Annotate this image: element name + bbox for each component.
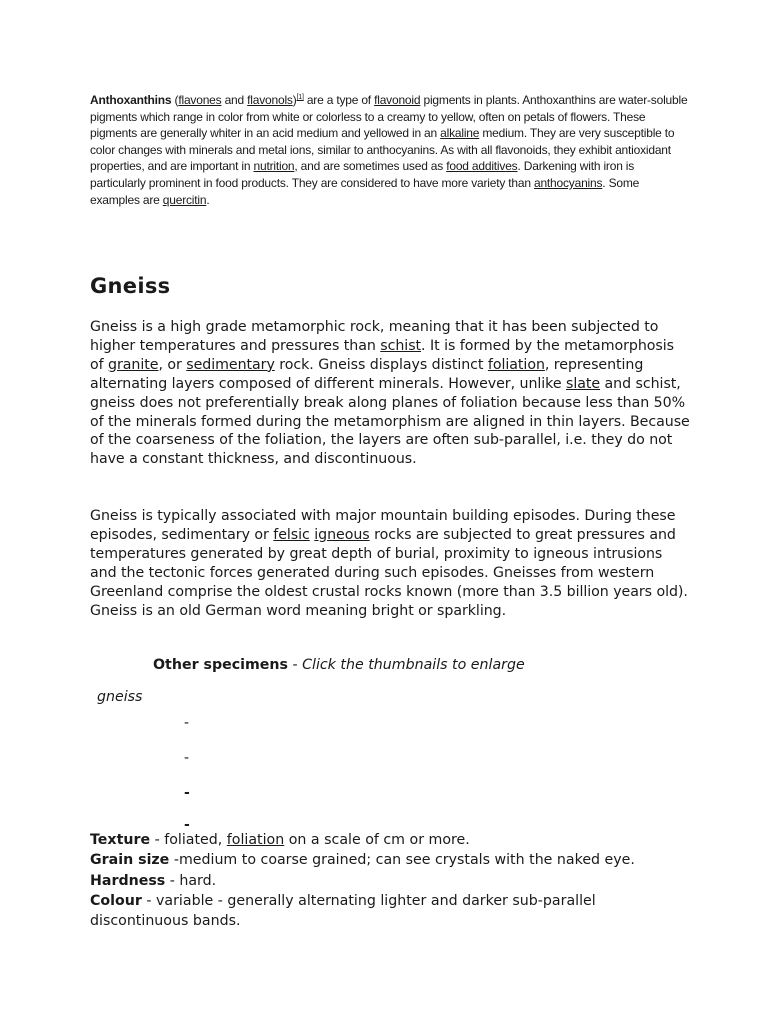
- text-run: ): [292, 93, 297, 107]
- other-specimens-line: [153, 656, 525, 675]
- anthoxanthins-term: Anthoxanthins: [90, 93, 172, 107]
- text-run: (: [171, 93, 179, 107]
- text-run: and schist, gneiss does not preferentially break along planes of foliation because less than 50% of the minerals formed during the metamorphism are aligned in thin layers. Because of the coarseness of the foliation, the layers are often sub-parallel, i.e. they do not have a constant thickness, and discontinuous.: [90, 375, 690, 468]
- texture-row: [90, 830, 690, 850]
- text-run: pigments in plants. Anthoxanthins are water-soluble pigments which range in color from white or colorless to a creamy to yellow, often on petals of flowers. These pigments are generally whiter in an acid medium and yellowed in an: [90, 93, 688, 141]
- specimen-thumbnail-2[interactable]: -: [184, 750, 190, 766]
- link-felsic[interactable]: felsic: [273, 526, 310, 543]
- page-title: Gneiss: [90, 274, 171, 298]
- other-specimens-label: Other specimens: [153, 657, 288, 673]
- link-flavonoid[interactable]: flavonoid: [374, 93, 421, 107]
- colour-row: [90, 891, 690, 932]
- text-run: Gneiss is typically associated with major mountain building episodes. During these episodes, sedimentary or: [90, 508, 676, 543]
- text-run: - foliated,: [150, 832, 227, 848]
- specimen-thumbnail-4[interactable]: -: [184, 817, 190, 833]
- link-slate[interactable]: slate: [565, 375, 601, 392]
- link-flavonols[interactable]: flavonols: [247, 93, 293, 107]
- text-run: rocks are subjected to great pressures and temperatures generated by great depth of burial, proximity to igneous intrusions and the tectonic forces generated during such episodes. Gneisses from western Greenland comprise the oldest crustal rocks known (more than 3.5 billion years old). Gneiss is an old German word meaning bright or sparkling.: [90, 526, 688, 619]
- link-quercitin[interactable]: quercitin: [162, 192, 207, 207]
- link-food-additives[interactable]: food additives: [446, 159, 518, 174]
- text-run: , and are sometimes used as: [294, 159, 447, 174]
- link-alkaline[interactable]: alkaline: [440, 126, 480, 141]
- link-sedimentary[interactable]: sedimentary: [186, 356, 275, 373]
- link-granite[interactable]: granite: [108, 356, 159, 373]
- gneiss-paragraph-1: [90, 318, 690, 469]
- hardness-label: Hardness: [90, 872, 166, 889]
- link-schist[interactable]: schist: [380, 337, 422, 354]
- text-run: . Some examples are: [90, 175, 640, 207]
- rock-properties: [90, 830, 690, 931]
- link-nutrition[interactable]: nutrition: [253, 159, 295, 174]
- anthoxanthins-paragraph: [90, 92, 688, 208]
- text-run: .: [206, 192, 210, 207]
- reference-link[interactable]: [1]: [296, 94, 304, 101]
- gneiss-paragraph-2: [90, 507, 690, 620]
- link-flavones[interactable]: flavones: [178, 93, 222, 107]
- text-run: medium. They are very susceptible to color changes with minerals and metal ions, similar to anthocyanins. As with all flavonoids, they exhibit antioxidant properties, and are important in: [90, 126, 675, 174]
- hardness-value: - hard.: [165, 872, 217, 889]
- link-igneous[interactable]: igneous: [314, 526, 370, 543]
- colour-value: - variable - generally alternating lighter and darker sub-parallel discontinuous bands.: [90, 892, 596, 930]
- specimen-caption: gneiss: [97, 689, 143, 705]
- grain-size-value: -medium to coarse grained; can see crystals with the naked eye.: [169, 852, 635, 869]
- texture-label: Texture: [90, 832, 151, 848]
- grain-size-row: [90, 850, 690, 870]
- text-run: rock. Gneiss displays distinct: [274, 356, 488, 373]
- hardness-row: [90, 871, 690, 891]
- link-foliation[interactable]: foliation: [487, 356, 545, 373]
- specimen-thumbnail-3[interactable]: -: [184, 785, 190, 801]
- text-run: , representing alternating layers composed of different minerals. However, unlike: [90, 356, 644, 392]
- specimen-thumbnail-1[interactable]: -: [184, 715, 190, 731]
- text-run: -: [287, 657, 303, 673]
- text-run: . Darkening with iron is particularly prominent in food products. They are considered to have more variety than: [90, 159, 635, 190]
- text-run: , or: [158, 356, 187, 373]
- text-run: Gneiss is a high grade metamorphic rock, meaning that it has been subjected to higher temperatures and pressures than: [90, 319, 659, 354]
- thumbnail-hint: Click the thumbnails to enlarge: [302, 657, 525, 673]
- text-run: . It is formed by the metamorphosis of: [90, 337, 674, 373]
- grain-size-label: Grain size: [90, 852, 170, 869]
- text-run: and: [221, 93, 248, 107]
- link-anthocyanins[interactable]: anthocyanins: [533, 175, 603, 190]
- link-foliation-texture[interactable]: foliation: [226, 832, 285, 848]
- text-run: are a type of: [303, 93, 375, 107]
- text-run: on a scale of cm or more.: [284, 832, 470, 848]
- colour-label: Colour: [90, 892, 142, 909]
